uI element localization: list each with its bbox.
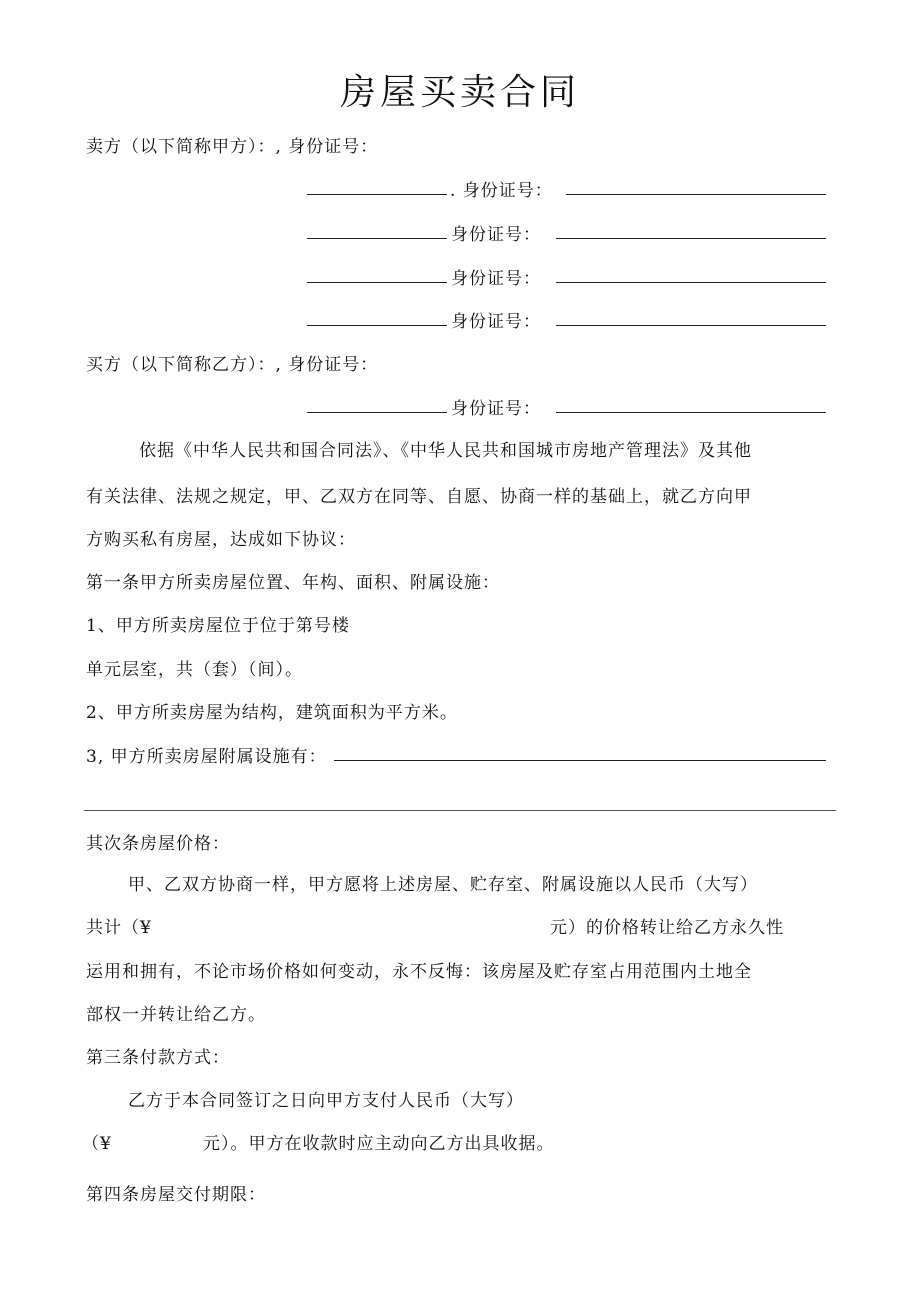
section-divider <box>84 810 836 811</box>
buyer-id-label-1: 身份证号： <box>451 399 541 419</box>
buyer-name-blank-1[interactable] <box>307 412 447 413</box>
seller-name-blank-2[interactable] <box>307 238 447 239</box>
article-3-line-1: 乙方于本合同签订之日向甲方支付人民币（大写） <box>128 1091 524 1111</box>
seller-name-blank-1[interactable] <box>307 194 447 195</box>
article-1-item-1-line-2: 单元层室，共（套）（间）。 <box>86 660 303 680</box>
facilities-blank[interactable] <box>334 760 826 761</box>
seller-id-label-4: 身份证号： <box>451 312 541 332</box>
article-1-heading: 第一条甲方所卖房屋位置、年构、面积、附属设施： <box>86 573 500 593</box>
article-3-line-2-start: （¥ <box>82 1134 112 1154</box>
buyer-label: 买方（以下简称乙方）：, 身份证号： <box>86 355 379 375</box>
seller-id-label-3: 身份证号： <box>451 269 541 289</box>
article-2-line-2-end: 元）的价格转让给乙方永久性 <box>550 918 784 938</box>
article-1-item-1-line-1: 1、甲方所卖房屋位于位于第号楼 <box>86 616 350 636</box>
article-3-heading: 第三条付款方式： <box>86 1048 230 1068</box>
article-1-item-3: 3, 甲方所卖房屋附属设施有： <box>86 747 327 767</box>
article-4-heading: 第四条房屋交付期限： <box>86 1185 266 1205</box>
buyer-id-blank-1[interactable] <box>556 412 826 413</box>
document-title: 房屋买卖合同 <box>339 72 580 113</box>
article-2-line-3: 运用和拥有，不论市场价格如何变动，永不反悔：该房屋及贮存室占用范围内土地全 <box>86 962 752 982</box>
intro-line-2: 有关法律、法规之规定，甲、乙双方在同等、自愿、协商一样的基础上，就乙方向甲 <box>86 487 752 507</box>
article-2-heading: 其次条房屋价格： <box>86 834 230 854</box>
intro-line-3: 方购买私有房屋，达成如下协议： <box>86 530 356 550</box>
article-1-item-2: 2、甲方所卖房屋为结构，建筑面积为平方米。 <box>86 703 458 723</box>
seller-id-label-1: . 身份证号： <box>450 181 553 201</box>
seller-id-blank-3[interactable] <box>556 282 826 283</box>
seller-name-blank-4[interactable] <box>307 325 447 326</box>
article-2-line-4: 部权一并转让给乙方。 <box>86 1005 266 1025</box>
article-3-line-2-end: 元）。甲方在收款时应主动向乙方出具收据。 <box>203 1134 555 1154</box>
seller-id-blank-2[interactable] <box>556 238 826 239</box>
seller-id-blank-1[interactable] <box>566 194 826 195</box>
seller-name-blank-3[interactable] <box>307 282 447 283</box>
seller-label: 卖方（以下简称甲方）：, 身份证号： <box>86 137 379 157</box>
seller-id-label-2: 身份证号： <box>451 225 541 245</box>
intro-line-1: 依据《中华人民共和国合同法》、《中华人民共和国城市房地产管理法》及其他 <box>139 441 752 461</box>
article-2-line-1: 甲、乙双方协商一样，甲方愿将上述房屋、贮存室、附属设施以人民币（大写） <box>128 875 758 895</box>
article-2-line-2-start: 共计（¥ <box>86 918 152 938</box>
seller-id-blank-4[interactable] <box>556 325 826 326</box>
